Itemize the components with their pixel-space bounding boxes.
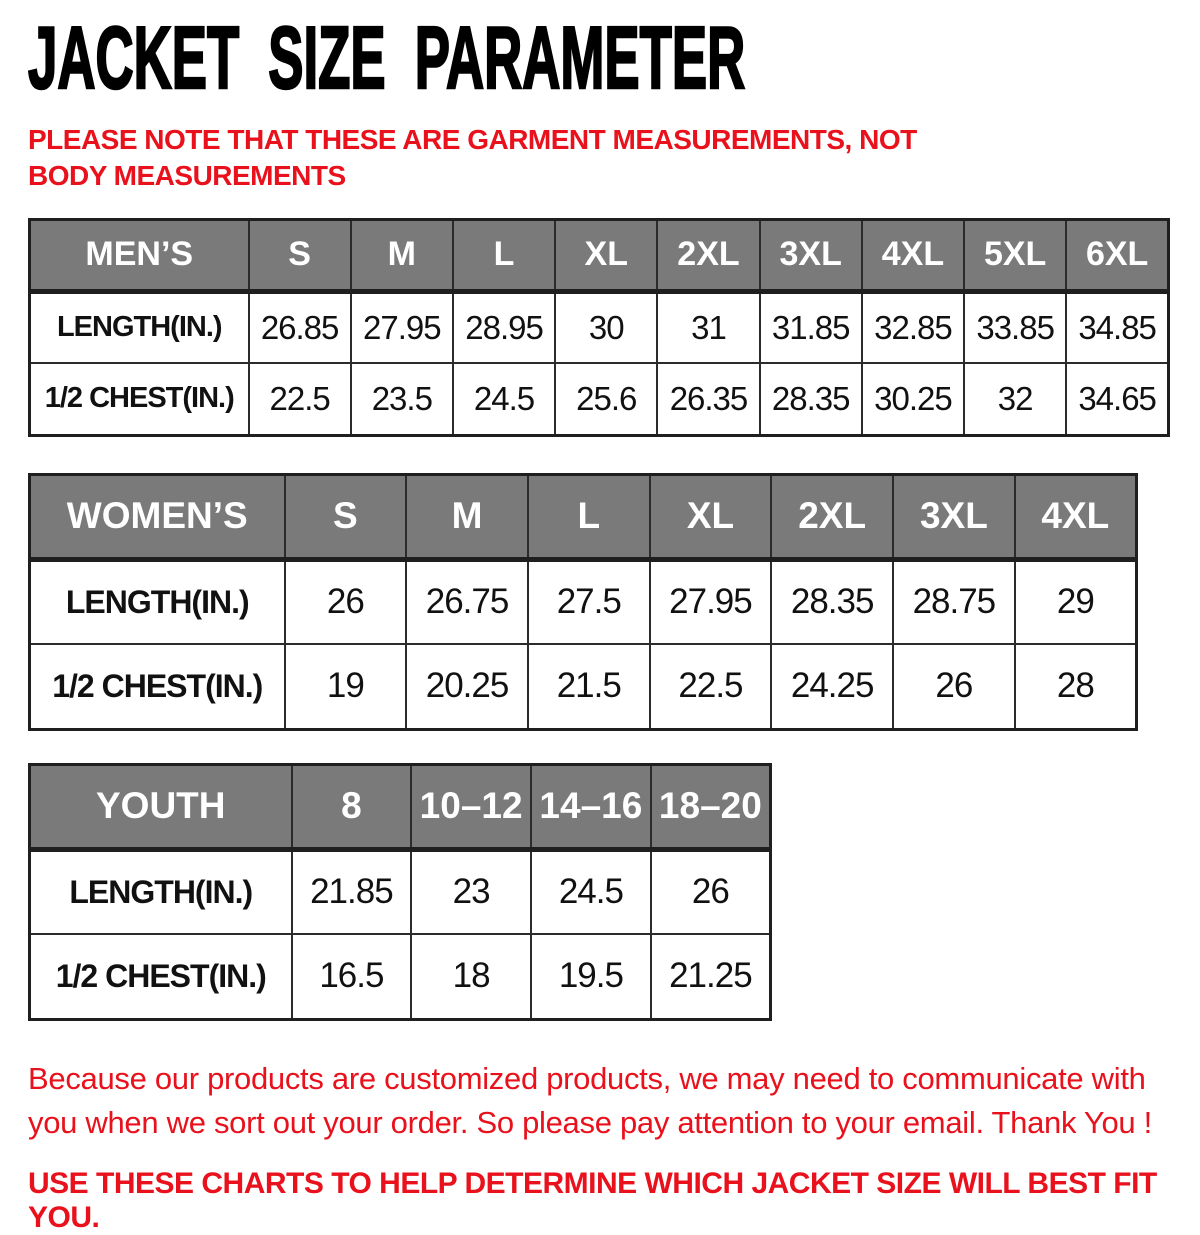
size-header-cell: S xyxy=(285,474,407,559)
size-header-cell: S xyxy=(249,219,351,291)
size-header-cell: 4XL xyxy=(1015,474,1137,559)
value-cell: 19 xyxy=(285,644,407,729)
value-cell: 20.25 xyxy=(406,644,528,729)
value-cell: 24.5 xyxy=(453,363,555,435)
size-header-cell: M xyxy=(406,474,528,559)
womens-header-row xyxy=(30,474,1137,559)
size-header-cell: 4XL xyxy=(862,219,964,291)
size-header-cell: 18–20 xyxy=(651,764,771,849)
value-cell: 32.85 xyxy=(862,291,964,363)
row-label-cell: 1/2 CHEST(IN.) xyxy=(30,644,285,729)
value-cell: 18 xyxy=(411,934,531,1019)
value-cell: 28.95 xyxy=(453,291,555,363)
row-label-cell: LENGTH(IN.) xyxy=(30,559,285,644)
size-header-cell: 6XL xyxy=(1066,219,1168,291)
womens-title-cell: WOMEN’S xyxy=(30,474,285,559)
value-cell: 28.75 xyxy=(893,559,1015,644)
value-cell: 21.25 xyxy=(651,934,771,1019)
mens-size-table xyxy=(28,218,1170,437)
size-header-cell: 2XL xyxy=(771,474,893,559)
value-cell: 34.85 xyxy=(1066,291,1168,363)
value-cell: 26.75 xyxy=(406,559,528,644)
value-cell: 30.25 xyxy=(862,363,964,435)
row-label-cell: LENGTH(IN.) xyxy=(30,849,292,934)
size-header-cell: 14–16 xyxy=(531,764,651,849)
value-cell: 29 xyxy=(1015,559,1137,644)
size-header-cell: L xyxy=(528,474,650,559)
value-cell: 25.6 xyxy=(555,363,657,435)
fit-note: USE THESE CHARTS TO HELP DETERMINE WHICH JACKET SIZE WILL BEST FIT YOU. xyxy=(28,1166,1157,1234)
value-cell: 19.5 xyxy=(531,934,651,1019)
value-cell: 34.65 xyxy=(1066,363,1168,435)
size-header-cell: 3XL xyxy=(893,474,1015,559)
size-header-cell: 3XL xyxy=(760,219,862,291)
youth-size-table xyxy=(28,763,772,1021)
value-cell: 28.35 xyxy=(771,559,893,644)
womens-chest-row xyxy=(30,644,1137,729)
row-label-cell: LENGTH(IN.) xyxy=(30,291,249,363)
value-cell: 22.5 xyxy=(249,363,351,435)
value-cell: 26 xyxy=(893,644,1015,729)
womens-size-table xyxy=(28,473,1138,731)
size-header-cell: XL xyxy=(650,474,772,559)
value-cell: 30 xyxy=(555,291,657,363)
youth-length-row xyxy=(30,849,771,934)
value-cell: 31.85 xyxy=(760,291,862,363)
value-cell: 32 xyxy=(964,363,1066,435)
value-cell: 27.5 xyxy=(528,559,650,644)
mens-chest-row xyxy=(30,363,1169,435)
row-label-cell: 1/2 CHEST(IN.) xyxy=(30,363,249,435)
size-header-cell: 8 xyxy=(292,764,412,849)
youth-header-row xyxy=(30,764,771,849)
mens-title-cell: MEN’S xyxy=(30,219,249,291)
value-cell: 24.5 xyxy=(531,849,651,934)
row-label-cell: 1/2 CHEST(IN.) xyxy=(30,934,292,1019)
mens-header-row xyxy=(30,219,1169,291)
value-cell: 26 xyxy=(285,559,407,644)
value-cell: 26 xyxy=(651,849,771,934)
value-cell: 26.85 xyxy=(249,291,351,363)
mens-length-row xyxy=(30,291,1169,363)
size-header-cell: 2XL xyxy=(657,219,759,291)
value-cell: 31 xyxy=(657,291,759,363)
value-cell: 24.25 xyxy=(771,644,893,729)
value-cell: 28.35 xyxy=(760,363,862,435)
size-header-cell: L xyxy=(453,219,555,291)
value-cell: 27.95 xyxy=(650,559,772,644)
size-header-cell: M xyxy=(351,219,453,291)
value-cell: 21.5 xyxy=(528,644,650,729)
value-cell: 23 xyxy=(411,849,531,934)
garment-measurements-note: PLEASE NOTE THAT THESE ARE GARMENT MEASUREMENTS, NOT BODY MEASUREMENTS xyxy=(28,124,917,191)
value-cell: 22.5 xyxy=(650,644,772,729)
value-cell: 16.5 xyxy=(292,934,412,1019)
value-cell: 26.35 xyxy=(657,363,759,435)
value-cell: 28 xyxy=(1015,644,1137,729)
title-wrap xyxy=(28,8,1172,107)
womens-length-row xyxy=(30,559,1137,644)
value-cell: 21.85 xyxy=(292,849,412,934)
youth-chest-row xyxy=(30,934,771,1019)
value-cell: 33.85 xyxy=(964,291,1066,363)
size-header-cell: 5XL xyxy=(964,219,1066,291)
size-header-cell: 10–12 xyxy=(411,764,531,849)
value-cell: 23.5 xyxy=(351,363,453,435)
youth-title-cell: YOUTH xyxy=(30,764,292,849)
communication-note: Because our products are customized products, we may need to communicate with you when we sort out your order. So please pay attention to your email. Thank You ! xyxy=(28,1060,1152,1140)
page-title: JACKET SIZE PARAMETER xyxy=(28,8,746,107)
value-cell: 27.95 xyxy=(351,291,453,363)
size-header-cell: XL xyxy=(555,219,657,291)
